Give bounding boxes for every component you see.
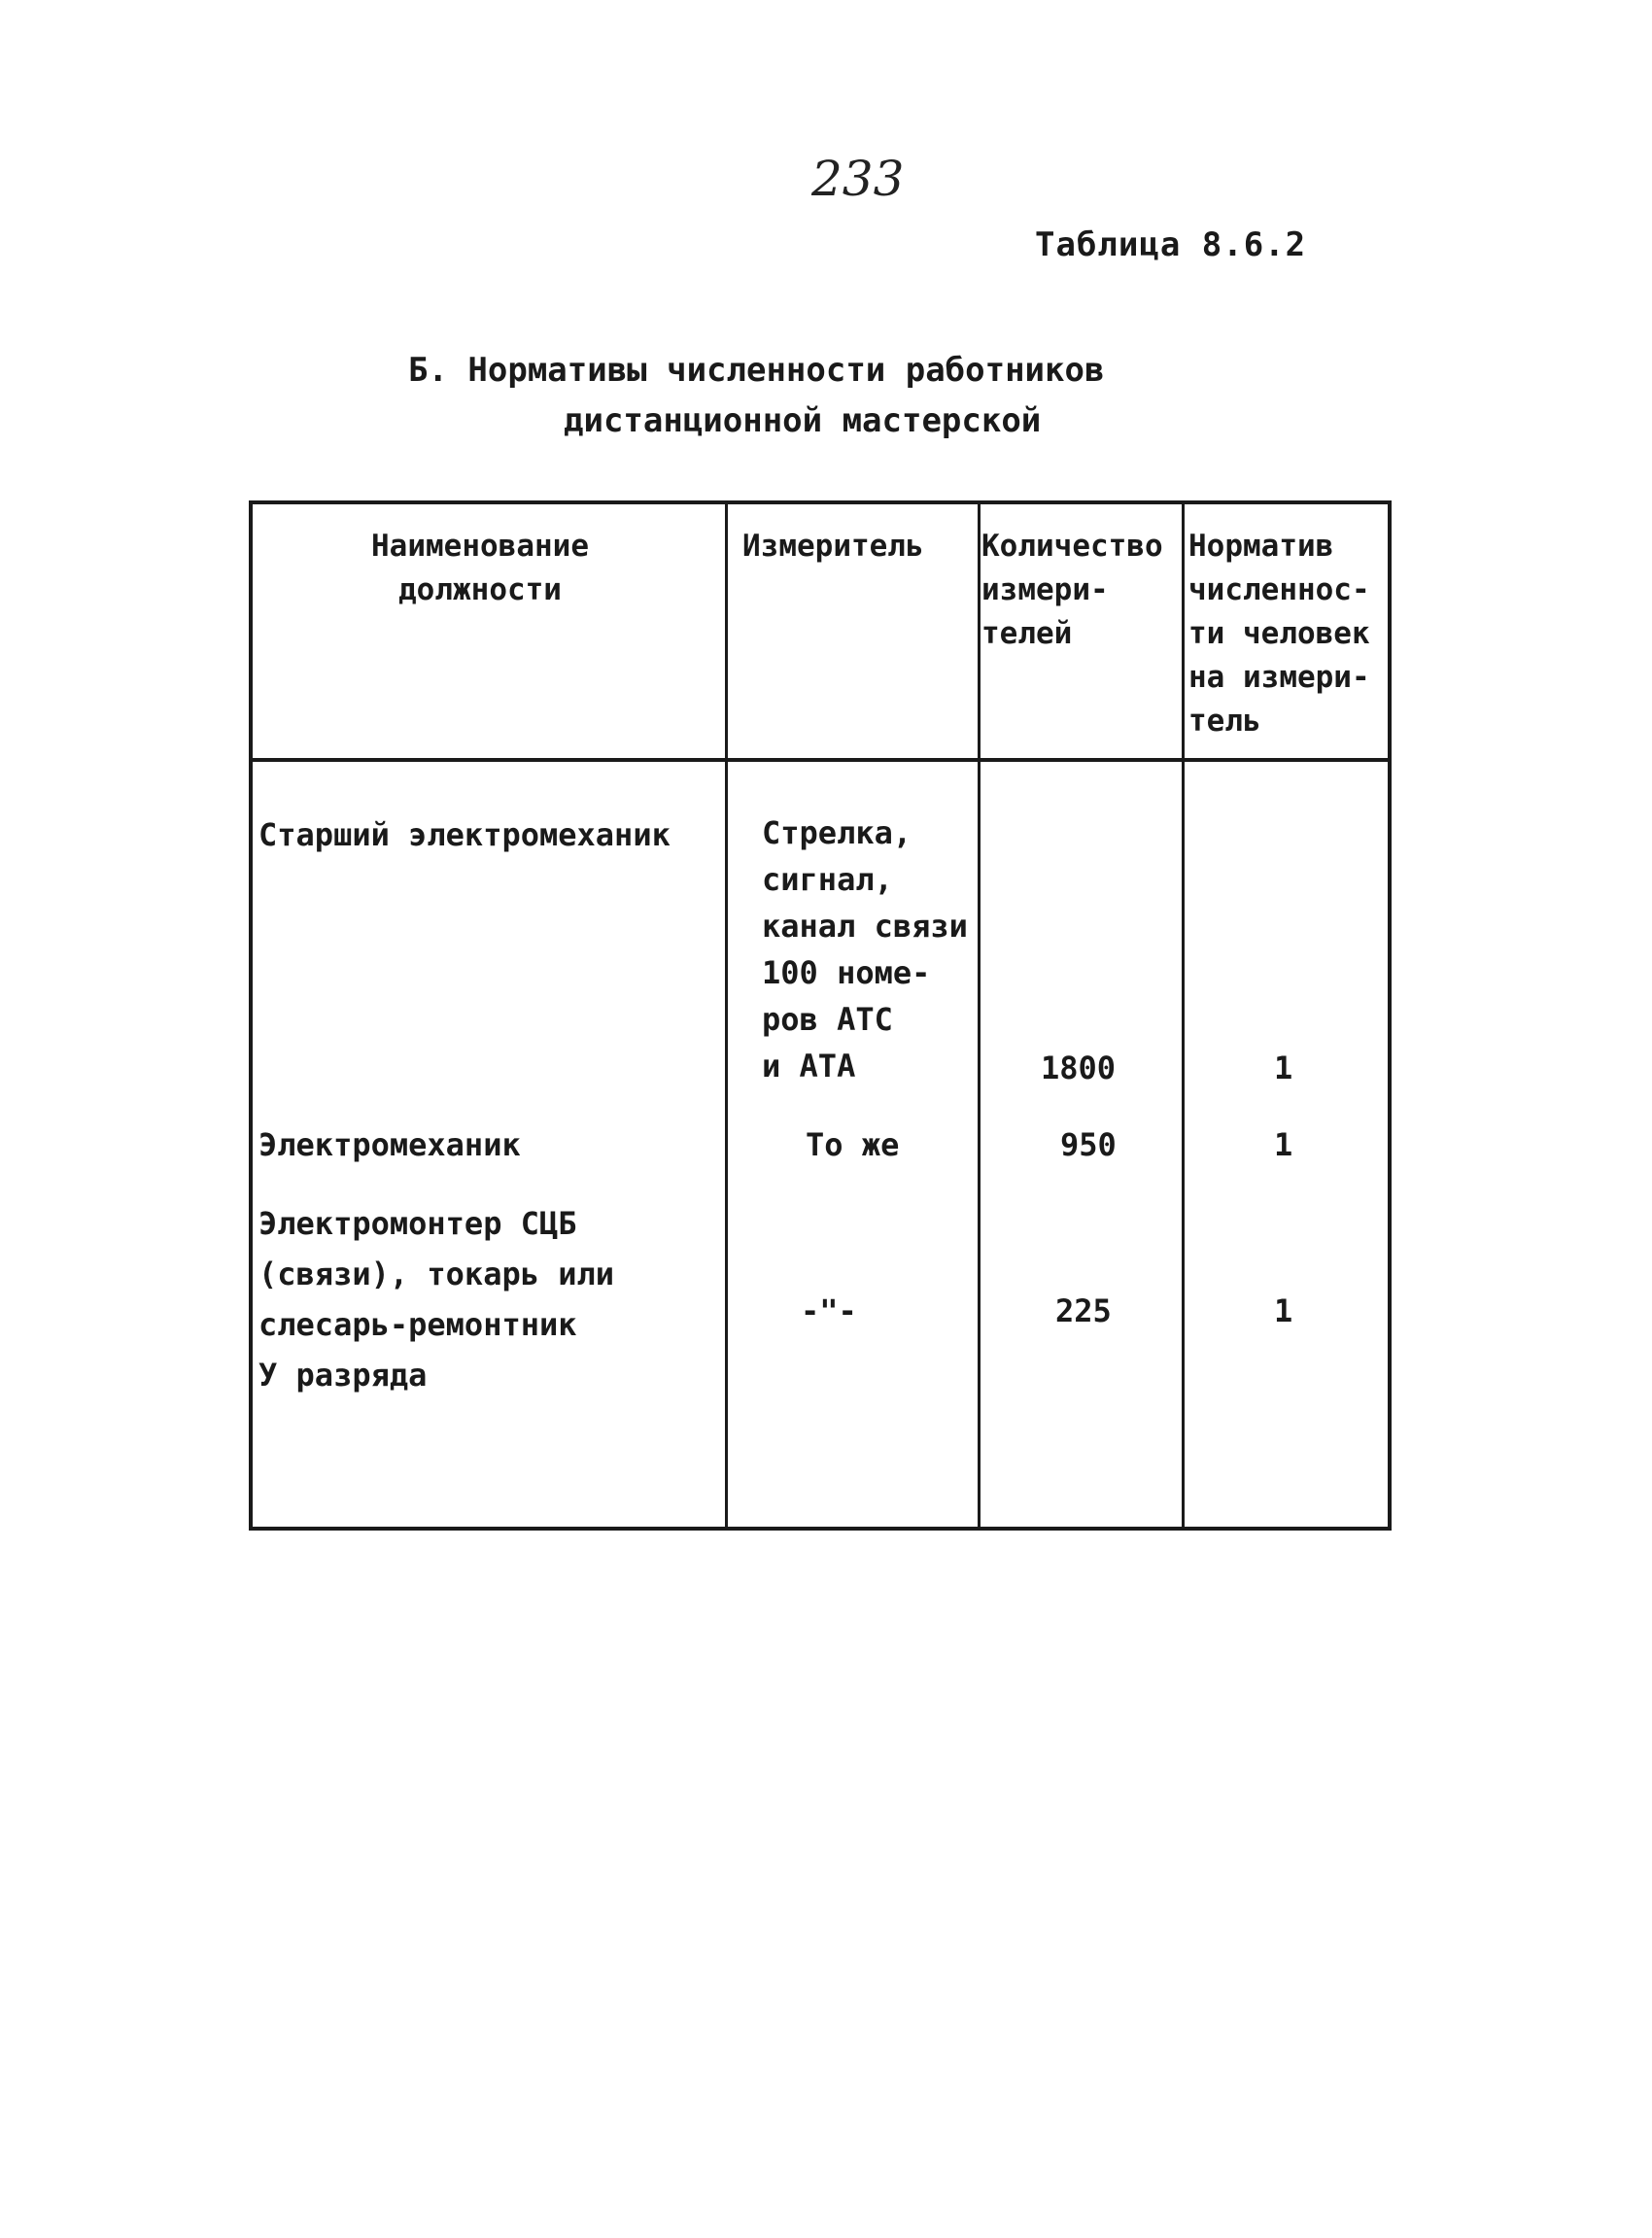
heading-line-2: дистанционной мастерской [564,401,1042,440]
column-divider-1 [725,500,728,1531]
header-count: Количество измери- телей [981,529,1163,651]
staffing-table [249,500,1392,1531]
row-3-position: Электромонтер СЦБ (связи), токарь или слесарь-ремонтник У разряда [258,1205,615,1394]
column-divider-2 [978,500,981,1531]
row-1-norm: 1 [1274,1050,1293,1086]
column-divider-3 [1182,500,1185,1531]
header-divider [249,758,1392,762]
heading-line-1: Б. Нормативы численности работников [408,351,1105,390]
header-unit: Измеритель [742,529,924,564]
row-1-unit: Стрелка, сигнал, канал связи 100 номе- ров АТС и АТА [762,814,968,1085]
row-3-unit: -"- [801,1292,857,1329]
row-2-count: 950 [1060,1126,1117,1163]
row-3-norm: 1 [1274,1292,1293,1329]
table-label: Таблица 8.6.2 [1035,225,1307,264]
row-1-position: Старший электромеханик [258,816,671,853]
row-2-unit: То же [806,1126,900,1163]
header-position: Наименование должности [371,529,589,607]
row-2-norm: 1 [1274,1126,1293,1163]
row-3-count: 225 [1055,1292,1112,1329]
row-1-count: 1800 [1041,1050,1117,1086]
row-2-position: Электромеханик [258,1126,521,1163]
page-number: 233 [811,151,905,207]
header-norm: Норматив численнос- ти человек на измери- тель [1188,529,1370,739]
